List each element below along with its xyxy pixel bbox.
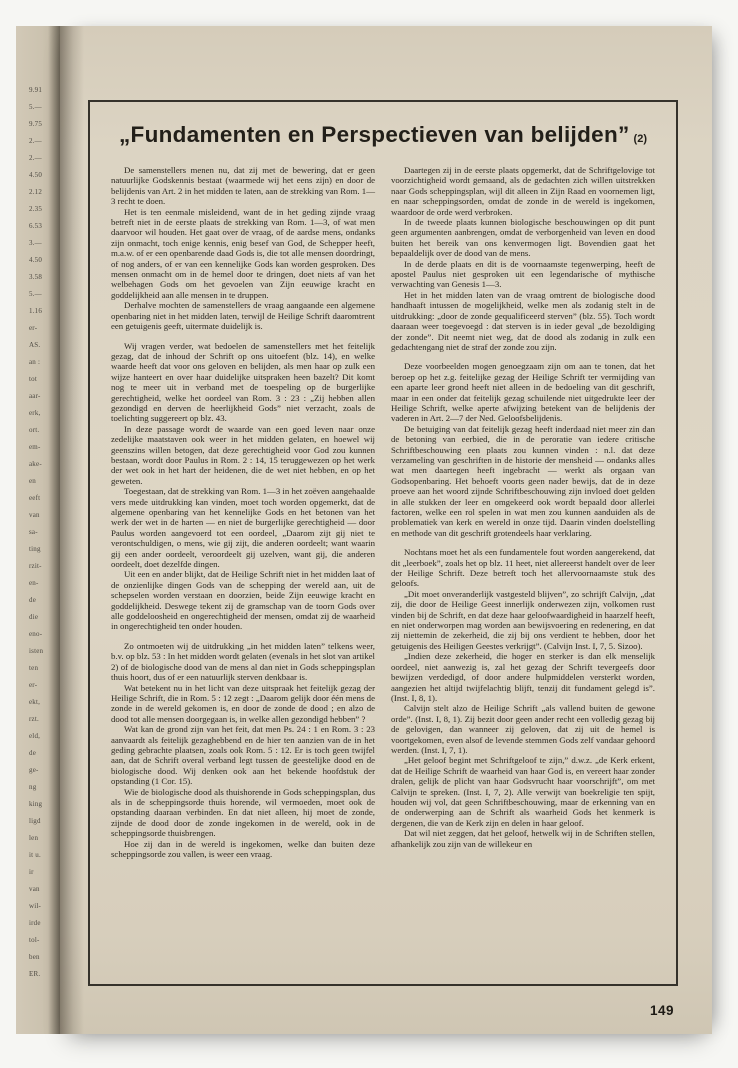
paragraph: Calvijn stelt alzo de Heilige Schrift „als vallend buiten de gewone orde”. (Inst. I, 8, 1). Zij bezit door geen ander recht een volledig gezag bij de gelovigen, dan wanneer zij geloven, dat zij uit de hemel is voortgekomen, even alsof de levende stemmen Gods zelf vandaar gehoord werden. (Inst. I, 7, 1). (391, 703, 655, 755)
spine-fragment: 2.— (29, 154, 42, 162)
spine-fragment: 1.16 (29, 307, 43, 315)
spine-fragment: ligd (29, 817, 41, 825)
spine-fragment: ir (29, 868, 34, 876)
paragraph (391, 538, 655, 547)
spine-fragment: 9.91 (29, 86, 43, 94)
article-title (108, 122, 658, 148)
spine-fragment: isten (29, 647, 44, 655)
spine-fragment: 4.50 (29, 256, 43, 264)
paragraph: Daartegen zij in de eerste plaats opgemerkt, dat de Schriftgelovige tot voorzichtigheid wordt gemaand, als de gedachten zich willen uitstrekken naar Gods scheppingsplan, wijl dit alleen in Zijn Raad en voornemen ligt, en naar scheppingsorden, omdat de zonde in de wereld is ingekomen, waardoor de orde werd verbroken. (391, 165, 655, 217)
spine-fragment: rzit- (29, 562, 42, 570)
spine-fragment: van (29, 885, 40, 893)
spine-fragment: eeft (29, 494, 41, 502)
paragraph: Het in het midden laten van de vraag omtrent de biologische dood handhaaft intussen de mogelijkheid, welke men als zodanig stelt in de uitdrukking: „door de zonde gequalificeerd sterven” (blz. 55). Toch wordt daaraan weer toegevoegd : dat sterven is in ieder geval „de bezoldiging der zonde”. Dit neemt niet weg, dat de dood als zodanig in zulk een gedachtengang niet de straf der zonde zou zijn. (391, 289, 655, 352)
spine-fragment: ben (29, 953, 40, 961)
paragraph: „Dit moet onveranderlijk vastgesteld blijven”, zo schrijft Calvijn, „dat zij, die door de Heilige Geest innerlijk onderwezen zijn, volkomen rust vinden bij de Schrift, en dat deze haar geloofwaardigheid in haarzelf heeft, en niet onderworpen mag worden aan bewijsvoering en redenering, en dat zij niettemin de zekerheid, die zij bij ons verdient te hebben, door het getuigenis des Heiligen Geestes verkrijgt”. (Calvijn Inst. I, 7, 5. Sizoo). (391, 588, 655, 651)
article-part-number: (2) (633, 133, 647, 145)
paragraph: Wie de biologische dood als thuishorende in Gods scheppingsplan, dus als in de scheppingsorde thuis horende, wil vermoeden, moet ook de opstanding daaraan verbinden. En dat niet alleen, hij moet de zonde, zijnde de dood door de zonde ingekomen in de wereld, ook in de scheppingsorde thuisbrengen. (111, 786, 375, 839)
spine-fragment: tol- (29, 936, 40, 944)
spine-fragment: eno- (29, 630, 43, 638)
text-columns (90, 165, 676, 859)
spine-fragment: de (29, 749, 37, 757)
spine-fragment: 2.35 (29, 205, 43, 213)
spine-fragment: erk, (29, 409, 41, 417)
spine-fragment: 6.53 (29, 222, 43, 230)
spine-fragment: ge- (29, 766, 39, 774)
spine-fragment: ort. (29, 426, 40, 434)
paragraph: Wij vragen verder, wat bedoelen de samenstellers met het feitelijk gezag, dat de inhoud der Schrift op ons uitoefent (blz. 14), en welke waarde heeft dat voor ons geloven en belijden, als men haar op zulk een wijze hanteert en over haar duidelijke uitspraken heen bazelt? Dit komt nog te meer uit in verband met de toespeling op de burgerlijke gerechtigheid, welke het oordeel van Rom. 3 : 23 : „Zij hebben allen gezondigd en derven de heerlijkheid Gods” niet verzacht, zoals de toelichting suggereert op blz. 43. (111, 340, 375, 424)
paragraph: Zo ontmoeten wij de uitdrukking „in het midden laten” telkens weer, b.v. op blz. 53 : In het midden wordt gelaten (evenals in het slot van artikel 2) of de biologische dood van de mens al dan niet in Gods scheppingsplan thuis hoort, dus of er een natuurlijk sterven denkbaar is. (111, 640, 375, 683)
paragraph: Derhalve mochten de samenstellers de vraag aangaande een algemene openbaring niet in het midden laten, terwijl de Heilige Schrift daaromtrent een getuigenis geeft, uitermate duidelijk is. (111, 300, 375, 332)
spine-fragment: irde (29, 919, 41, 927)
content-frame (88, 100, 678, 986)
paragraph (111, 332, 375, 341)
article-title-text: „Fundamenten en Perspectieven van belijden” (119, 122, 630, 147)
spine-fragment: sa- (29, 528, 38, 536)
paragraph: Nochtans moet het als een fundamentele fout worden aangerekend, dat dit „leerboek”, zoals het op blz. 11 heet, niet allereerst handelt over de leer der Heilige Schrift. Deze betreft toch het allervoornaamste stuk des geloofs. (391, 547, 655, 589)
spine-fragment-list (16, 26, 60, 983)
spine-fragment: ake- (29, 460, 42, 468)
spine-fragment: an : (29, 358, 41, 366)
spine-fragment: it u. (29, 851, 41, 859)
text-column-right (391, 165, 655, 859)
paragraph: Toegestaan, dat de strekking van Rom. 1—3 in het zoëven aangehaalde vers mede uitdrukking kan vinden, moet toch worden opgemerkt, dat de algemene openbaring van het kennelijke Gods en het betonen van het werk der wet in de harten — en niet de burgerlijke gerechtigheid — door Paulus worden aangevoerd tot een oordeel, „Daarom zijt gij niet te verontschuldigen, o mens, wie gij zijt, die anderen oordeelt; want waarin gij een ander oordeelt, veroordeelt gij uzelven, want gij, die anderen oordeelt, doet dezelfde dingen. (111, 486, 375, 570)
spine-fragment: 2.— (29, 137, 42, 145)
paragraph: In deze passage wordt de waarde van een goed leven naar onze zedelijke maatstaven ook weer in het midden gelaten, en hoewel wij geenszins willen betogen, dat deze gerechtigheid voor God zou kunnen bestaan, wordt door Paulus in Rom. 2 : 14, 15 teruggewezen op het werk der wet ook in het hart der heidenen, die de wet niet hebben, en op het geweten. (111, 423, 375, 486)
spine-fragment: ten (29, 664, 39, 672)
paragraph: De samenstellers menen nu, dat zij met de bewering, dat er geen natuurlijke Godskennis bestaat (waarmede wij het eens zijn) en door de belijdenis van Art. 2 in het midden te laten, aan de strekking van Rom. 1—3 recht te doen. (111, 165, 375, 207)
paragraph: Deze voorbeelden mogen genoegzaam zijn om aan te tonen, dat het beroep op het z.g. feitelijke gezag der Heilige Schrift ter vermijding van een aparte leer grond heeft niet alleen in de bedoeling van dit geschrift, maar in een onder dat feitelijk gezag schuilende niet uitgedrukte leer der Heilige Schrift, welke aperte afwijzing betekent van de belijdenis der vaderen in Art. 2—7 der Ned. Geloofsbelijdenis. (391, 361, 655, 424)
spine-fragment: 4.50 (29, 171, 43, 179)
spine-fragment: ting (29, 545, 41, 553)
spine-fragment: en (29, 477, 37, 485)
paragraph: „Het geloof begint met Schriftgeloof te zijn,” d.w.z. „de Kerk erkent, dat de Heilige Schrift de waarheid van haar God is, en vereert haar zonder dralen, gelijk de plicht van haar Godsvrucht haar voorschrijft”, om met Calvijn te spreken. (Inst. I, 7, 2). Alle verwijt van boekreligie ten spijt, houden wij vol, dat geen Schriftbeschouwing, maar de erkenning van en de onderwerping aan de Schrift als waarheid Gods het kenmerk is dergenen, die van de Kerk zijn en delen in haar geloof. (391, 755, 655, 828)
paragraph: Wat kan de grond zijn van het feit, dat men Ps. 24 : 1 en Rom. 3 : 23 aanvaardt als feitelijk gezaghebbend en de hier ten aanzien van de in het geding gebrachte plaatsen, zoals ook Rom. 5 : 12. Er is toch geen twijfel aan, dat de Schrift overal verband legt tussen de geestelijke dood en de biologische dood. Wij denken ook aan het bekende hoofdstuk der opstanding (1 Cor. 15). (111, 724, 375, 787)
text-column-left (111, 165, 375, 859)
spine-fragment: 5.— (29, 103, 42, 111)
previous-page-edge (16, 26, 60, 1034)
page-number: 149 (649, 1003, 674, 1018)
paragraph: De betuiging van dat feitelijk gezag heeft inderdaad niet meer zin dan de betoning van eerbied, die in de peroratie van iedere critische Schriftbeschouwing een plaats zou kunnen vinden : n.l. dat deze verzameling van geschriften in de historie der mensheid — ondanks alles wat men daartegen heeft ingebracht — werkt als orgaan van Godsopenbaring. Het behoeft voorts geen nader bewijs, dat de in deze proeve aan het woord zijnde Schriftbeschouwing zijn invloed doet gelden in alle stukken der leer en omgekeerd ook wordt bepaald door allerlei factoren, welke een rol spelen in wat men zou kunnen aanduiden als de problematiek van kerk en wereld in onze tijd. Daarin vinden doelstelling en methode van dit geschrift grotendeels haar verklaring. (391, 423, 655, 538)
spine-fragment: AS. (29, 341, 41, 349)
spine-fragment: king (29, 800, 43, 808)
spine-fragment: ekt, (29, 698, 41, 706)
paragraph: Het is ten eenmale misleidend, want de in het geding zijnde vraag betreft niet in de eerste plaats de strekking van Rom. 1—3, of wat men daarvoor wil houden. Het gaat over de vraag, of de aardse mens, ondanks zijn onmacht, toch enige kennis, enig besef van God, de Schepper heeft, m.a.w. of er een openbarende daad Gods is, die tot alle mensen doordringt, of nog anders, of er van een kennelijke Gods kan worden gesproken. Des mensen onmacht om in de hemel door te dringen, doet niets af van het welbehagen Gods om het gevoelen van Zijn eeuwige kracht en goddelijkheid aan alle mensen in te druppen. (111, 206, 375, 300)
paragraph: Dat wil niet zeggen, dat het geloof, hetwelk wij in de Schriften stellen, afhankelijk zou zijn van de willekeur en (391, 828, 655, 849)
spine-fragment: van (29, 511, 40, 519)
paragraph: Hoe zij dan in de wereld is ingekomen, welke dan buiten deze scheppingsorde zou vallen, is weer een vraag. (111, 838, 375, 859)
paragraph (111, 632, 375, 641)
spine-fragment: em- (29, 443, 41, 451)
spine-fragment: eld, (29, 732, 41, 740)
spine-fragment: de (29, 596, 37, 604)
paragraph: In de derde plaats en dit is de voornaamste tegenwerping, heeft de apostel Paulus niet gesproken uit een legendarische of mythische verwachting van Genesis 1—3. (391, 258, 655, 290)
spine-fragment: wil- (29, 902, 42, 910)
book-page (60, 26, 712, 1034)
spine-fragment: 2.12 (29, 188, 43, 196)
paragraph: Uit een en ander blijkt, dat de Heilige Schrift niet in het midden laat of de onzienlijke dingen Gods van de schepping der wereld aan, uit de schepselen worden verstaan en doorzien, beide Zijn eeuwige kracht en goddelijkheid. Deswege tekent zij de gramschap van de toorn Gods over alle goddeloosheid en ongerechtigheid der mensen, omdat zij de waarheid in ongerechtigheid ten onder houden. (111, 569, 375, 632)
spine-fragment: er- (29, 324, 38, 332)
paragraph: In de tweede plaats kunnen biologische beschouwingen op dit punt geen argumenten aanbrengen, omdat de verborgenheid van leven en dood buiten het bereik van ons kenvermogen ligt. Bovendien gaat het bepaaldelijk over de dood van de mens. (391, 217, 655, 259)
paragraph (391, 352, 655, 361)
spine-fragment: 3.58 (29, 273, 43, 281)
spine-fragment: ng (29, 783, 37, 791)
spine-fragment: er- (29, 681, 38, 689)
paragraph: Wat betekent nu in het licht van deze uitspraak het feitelijk gezag der Heilige Schrift, die in Rom. 5 : 12 zegt : „Daarom gelijk door één mens de zonde in de wereld gekomen is, en door de zonde de dood ; en alzo de dood tot alle mensen doorgegaan is, in welke allen gezondigd hebben” ? (111, 682, 375, 724)
spine-fragment: len (29, 834, 39, 842)
spine-fragment: tot (29, 375, 37, 383)
paragraph: „Indien deze zekerheid, die hoger en sterker is dan elk menselijk oordeel, niet aanwezig is, zal het gezag der Schrift tevergeefs door bewijzen verdedigd, of door andere hulpmiddelen versterkt worden, aangezien het altijd twijfelachtig blijft, tenzij dit fundament gelegd is”. (Inst. I, 8, 1). (391, 651, 655, 703)
spine-fragment: 9.75 (29, 120, 43, 128)
spine-fragment: aar- (29, 392, 41, 400)
spine-fragment: 3.— (29, 239, 42, 247)
spine-fragment: 5.— (29, 290, 42, 298)
spine-fragment: ER. (29, 970, 41, 978)
spine-fragment: die (29, 613, 39, 621)
spine-fragment: rzt. (29, 715, 39, 723)
spine-fragment: en- (29, 579, 39, 587)
